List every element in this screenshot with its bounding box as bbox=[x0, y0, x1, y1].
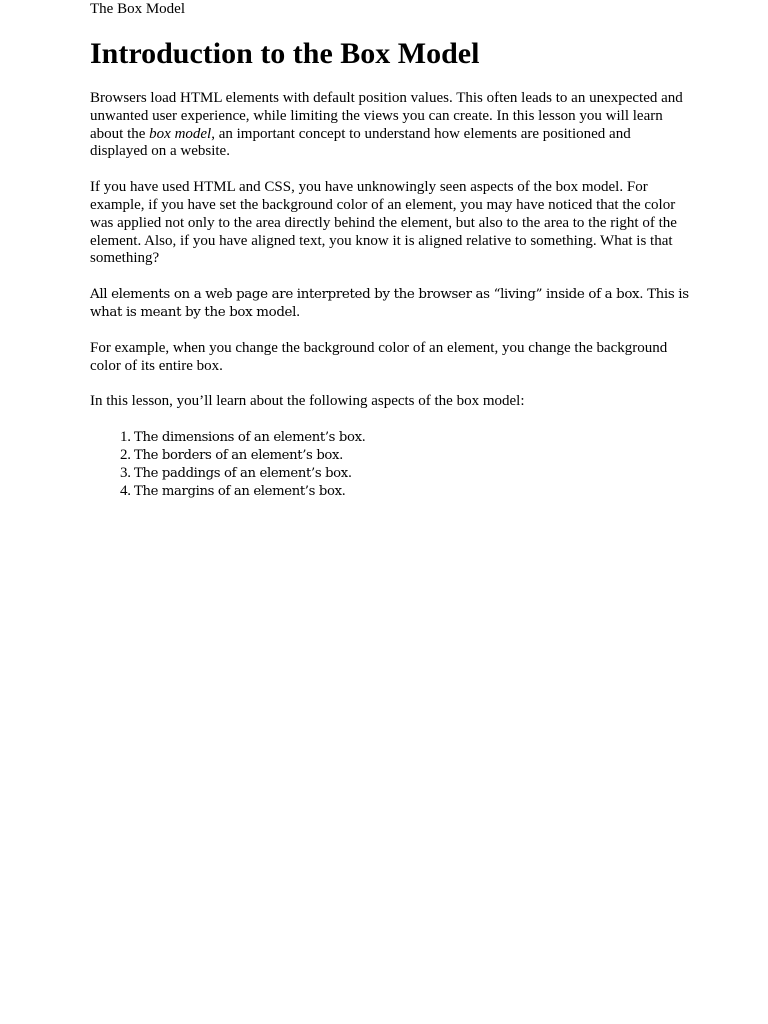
paragraph-intro bbox=[90, 90, 690, 161]
list-item: 1. The dimensions of an element’s box. bbox=[134, 429, 690, 447]
box-model-emphasis: box model bbox=[149, 125, 212, 142]
paragraph-living-in-box: All elements on a web page are interpreted by the browser as “living” inside of a box. This is what is meant by the box model. bbox=[90, 287, 689, 320]
paragraph-example: For example, when you change the background color of an element, you change the background color of its entire box. bbox=[90, 339, 668, 374]
page-title: Introduction to the Box Model bbox=[90, 37, 480, 70]
list-item: 2. The borders of an element’s box. bbox=[134, 447, 690, 465]
paragraph-background-color: If you have used HTML and CSS, you have unknowingly seen aspects of the box model. For example, if you have set the background color of an element, you may have noticed that the color was applied not only to the area directly behind the element, but also to the area to the right of the element. Also, if you have aligned text, you know it is aligned relative to something. What is that something? bbox=[90, 179, 677, 267]
paragraph-intro-text-start: Browsers load HTML elements with default position values. This often leads to an unexpected and unwanted user experience, while limiting the views you can create. In this lesson you will learn about the bbox=[90, 90, 683, 142]
running-header: The Box Model bbox=[90, 1, 185, 17]
paragraph-intro-text-end: , an important concept to understand how elements are positioned and displayed on a website. bbox=[90, 125, 631, 160]
list-item: 3. The paddings of an element’s box. bbox=[134, 465, 690, 483]
document-page bbox=[90, 0, 690, 500]
paragraph-lesson-aspects: In this lesson, you’ll learn about the following aspects of the box model: bbox=[90, 393, 525, 410]
list-item: 4. The margins of an element’s box. bbox=[134, 483, 690, 501]
aspects-list bbox=[90, 429, 690, 500]
